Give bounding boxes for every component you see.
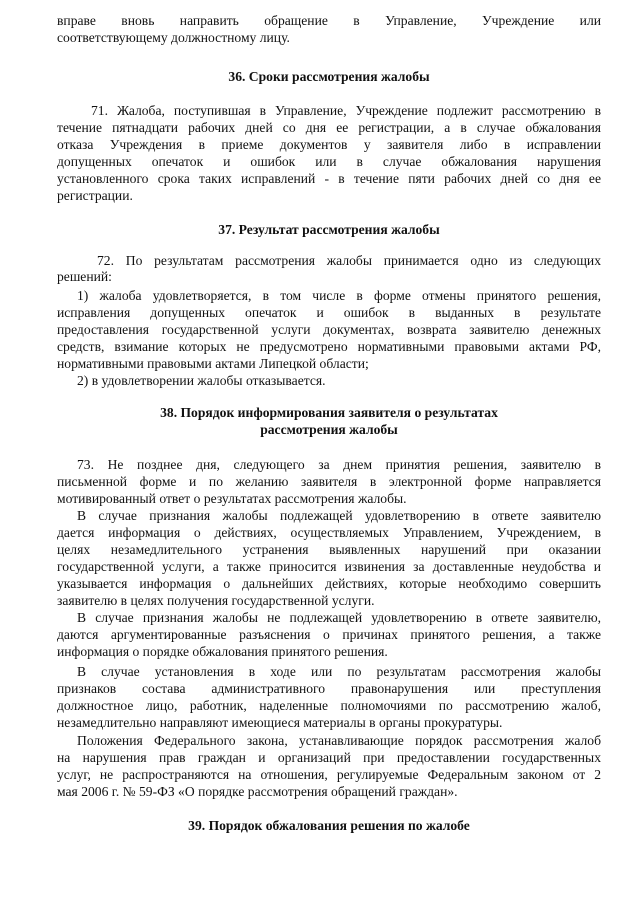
text-line: мотивированный ответ о результатах рассмотрения жалобы.	[57, 491, 407, 506]
text-line: 72. По результатам рассмотрения жалобы принимается одно из следующих	[97, 253, 601, 268]
text-line: дается информация о действиях, осуществляемых Управлением, Учреждением, в	[57, 525, 601, 540]
text-line: мая 2006 г. № 59-ФЗ «О порядке рассмотрения обращений граждан».	[57, 784, 458, 799]
text-line: незамедлительно направляют имеющиеся материалы в органы прокуратуры.	[57, 715, 503, 730]
text-line: указывается информация о дальнейших действиях, которые необходимо совершить	[57, 576, 601, 591]
text-line: исправления допущенных опечаток и ошибок в выданных в результате	[57, 305, 601, 320]
section-heading-38-line2: рассмотрения жалобы	[260, 422, 398, 437]
text-line: предоставления государственной услуги документах, возврата заявителю денежных	[57, 322, 601, 337]
text-line: 71. Жалоба, поступившая в Управление, Учреждение подлежит рассмотрению в	[91, 103, 601, 118]
section-heading-39: 39. Порядок обжалования решения по жалобе	[188, 818, 470, 833]
section-heading-37: 37. Результат рассмотрения жалобы	[218, 222, 440, 237]
text-line: заявителю в целях получения государственной услуги.	[57, 593, 375, 608]
text-line: отказа Учреждения в приеме документов у заявителя либо в исправлении	[57, 137, 601, 152]
text-line: Положения Федерального закона, устанавливающие порядок рассмотрения жалоб	[77, 733, 601, 748]
text-line: 2) в удовлетворении жалобы отказывается.	[77, 373, 326, 388]
text-line: вправе вновь направить обращение в Управление, Учреждение или	[57, 13, 601, 28]
text-line: В случае установления в ходе или по результатам рассмотрения жалобы	[77, 664, 601, 679]
text-line: допущенных опечаток и ошибок или в случае обжалования нарушения	[57, 154, 601, 169]
text-line: регистрации.	[57, 188, 133, 203]
text-line: решений:	[57, 269, 112, 284]
text-line: на нарушения прав граждан и организаций при предоставлении государственных	[57, 750, 601, 765]
section-heading-36: 36. Сроки рассмотрения жалобы	[228, 69, 430, 84]
text-line: течение пятнадцати рабочих дней со дня ее регистрации, а в случае обжалования	[57, 120, 601, 135]
text-line: установленного срока таких исправлений - в течение пяти рабочих дней со дня ее	[57, 171, 601, 186]
text-line: даются аргументированные разъяснения о причинах принятого решения, а также	[57, 627, 601, 642]
section-heading-38: 38. Порядок информирования заявителя о результатах	[160, 405, 498, 420]
text-line: письменной форме и по желанию заявителя в электронной форме направляется	[57, 474, 601, 489]
text-line: соответствующему должностному лицу.	[57, 30, 290, 45]
text-line: В случае признания жалобы подлежащей удовлетворению в ответе заявителю	[77, 508, 601, 523]
text-line: средств, взимание которых не предусмотрено нормативными правовыми актами РФ,	[57, 339, 601, 354]
text-line: 1) жалоба удовлетворяется, в том числе в форме отмены принятого решения,	[77, 288, 601, 303]
text-line: информация о порядке обжалования принятого решения.	[57, 644, 388, 659]
text-line: должностное лицо, работник, наделенные полномочиями по рассмотрению жалоб,	[57, 698, 601, 713]
text-line: государственной услуги, а также приносится извинения за доставленные неудобства и	[57, 559, 601, 574]
text-line: нормативными правовыми актами Липецкой области;	[57, 356, 369, 371]
text-line: целях незамедлительного устранения выявленных нарушений при оказании	[57, 542, 601, 557]
text-line: услуг, не распространяются на отношения, регулируемые Федеральным законом от 2	[57, 767, 601, 782]
text-line: В случае признания жалобы не подлежащей удовлетворению в ответе заявителю,	[77, 610, 601, 625]
text-line: 73. Не позднее дня, следующего за днем принятия решения, заявителю в	[77, 457, 601, 472]
text-line: признаков состава административного правонарушения или преступления	[57, 681, 601, 696]
